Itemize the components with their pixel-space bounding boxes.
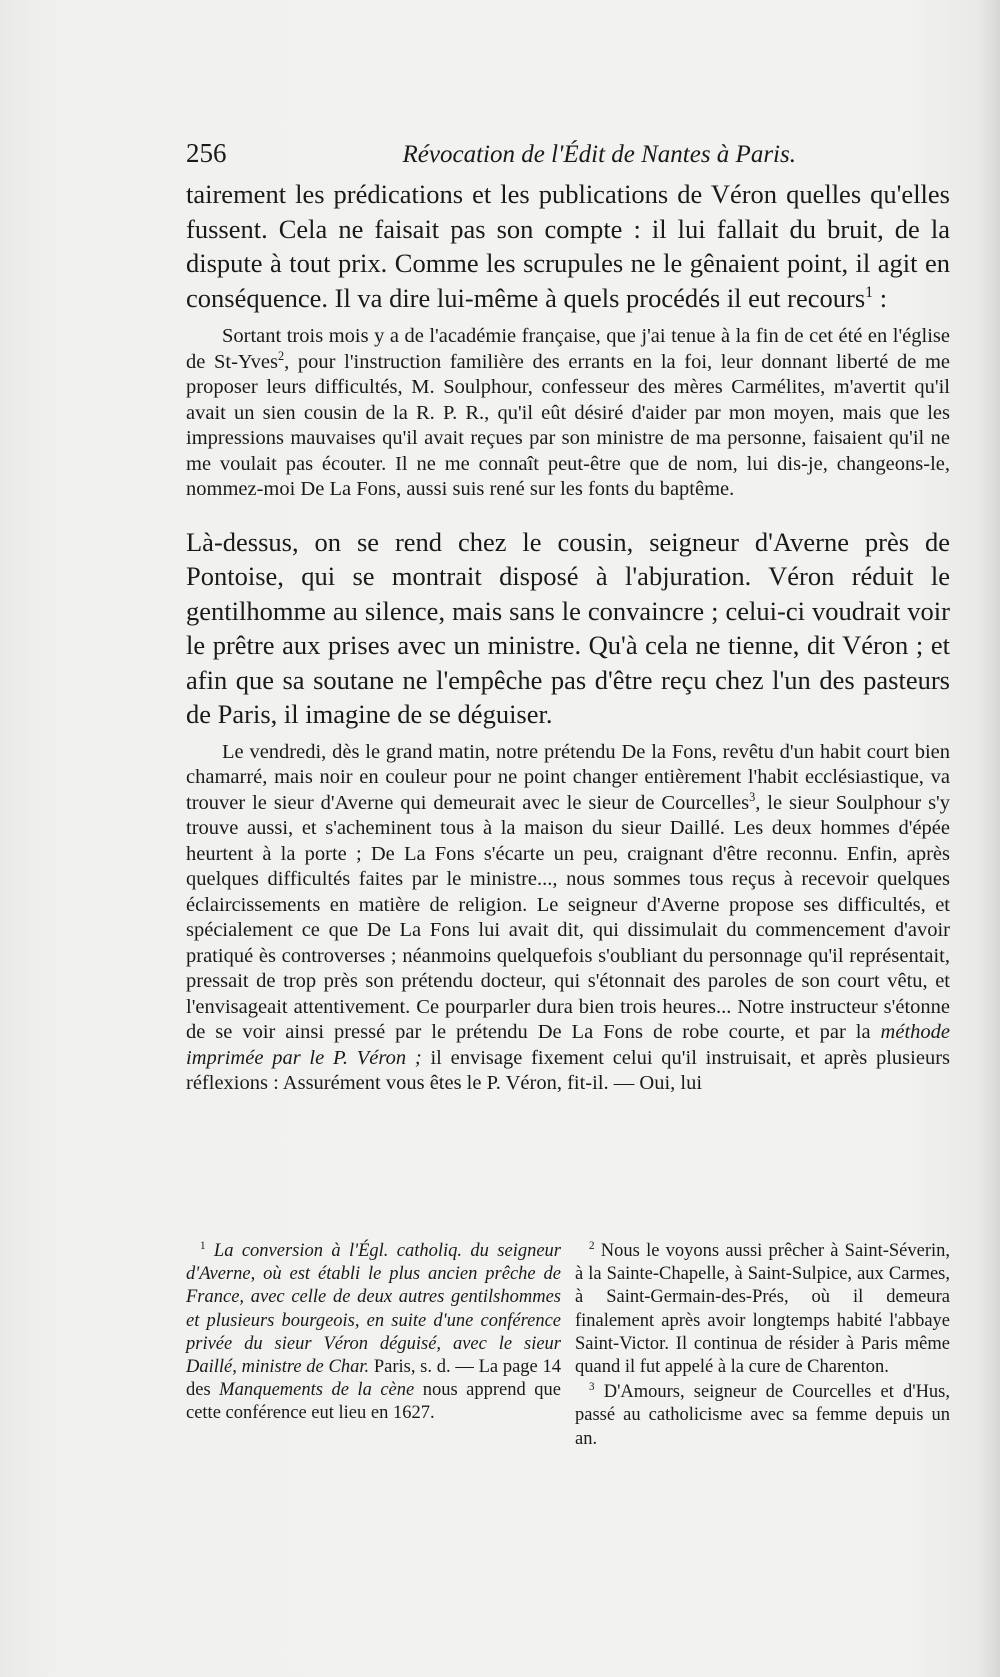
footnote-3-text: D'Amours, seigneur de Courcelles et d'Hus, passé au catholicisme avec sa femme depuis un an.	[575, 1382, 951, 1449]
quotation-2-text-b: , le sieur Soulphour s'y trouve aussi, et s'acheminent tous à la maison du sieur Daillé. Les deux hommes d'épée heurtent à la porte ; De La Fons s'écarte un peu, craignant d'être reconnu. Enfin, après quelques difficultés faites par le ministre..., nous sommes tous reçus à recevoir quelques éclaircissements en matière de religion. Le seigneur d'Averne propose ses difficultés, et spécialement ce que De La Fons lui avait dit, qui dissimulait du commencement d'avoir pratiqué ès controverses ; néanmoins quelquefois s'oubliant du personnage qu'il représentait, pressait de trop près son prétendu docteur, qui s'étonnait des paroles de son court vêtu, et l'envisageait attentivement. Ce pourparler dura bien trois heures... Notre instructeur s'étonne de se voir ainsi pressé par le prétendu De La Fons de robe courte, et par la	[186, 791, 950, 1043]
footnote-1-number: 1	[200, 1239, 206, 1252]
running-head	[186, 138, 950, 169]
footnotes	[186, 1240, 950, 1453]
footnote-1-italic: Manquements de la cène	[219, 1380, 415, 1401]
page-number: 256	[186, 138, 227, 168]
footnote-2	[575, 1240, 950, 1379]
quotation-1-text-b: , pour l'instruction familière des errants en la foi, leur donnant liberté de me proposer leurs difficultés, M. Soulphour, confesseur des mères Carmélites, m'avertit qu'il avait un sien cousin de la R. P. R., qu'il eût désiré d'aider par mon moyen, mais que les impressions mauvaises qu'il avait reçues par son ministre de ma personne, faisaient qu'il ne me voulait pas écouter. Il ne me connaît peut-être que de nom, lui dis-je, changeons-le, nommez-moi De La Fons, aussi suis rené sur les fonts du baptême.	[186, 350, 950, 500]
footnote-2-text: Nous le voyons aussi prêcher à Saint-Séverin, à la Sainte-Chapelle, à Saint-Sulpice, aux Carmes, à Saint-Germain-des-Prés, où il demeura finalement après avoir longtemps habité l'abbaye Saint-Victor. Il continua de résider à Paris même quand il fut appelé à la cure de Charenton.	[575, 1241, 951, 1378]
paragraph-1	[186, 177, 950, 315]
quotation-2-italic: méthode imprimée par le P. Véron ;	[186, 1021, 950, 1069]
quotation-1-text-a: Sortant trois mois y a de l'académie française, que j'ai tenue à la fin de cet été en l'église de St-Yves	[186, 325, 950, 373]
running-title: Révocation de l'Édit de Nantes à Paris.	[402, 141, 796, 168]
footnote-3-number: 3	[589, 1381, 595, 1394]
footnote-1-text-b: nous apprend que cette conférence eut lieu en 1627.	[186, 1380, 561, 1424]
note-ref-1: 1	[865, 283, 874, 301]
paragraph-2: Là-dessus, on se rend chez le cousin, seigneur d'Averne près de Pontoise, qui se montrait disposé à l'abjuration. Véron réduit le gentilhomme au silence, mais sans le convaincre ; celui-ci voudrait voir le prêtre aux prises avec un ministre. Qu'à cela ne tienne, dit Véron ; et afin que sa soutane ne l'empêche pas d'être reçu chez l'un des pasteurs de Paris, il imagine de se déguiser.	[186, 526, 950, 729]
paragraph-1-text: tairement les prédications et les publications de Véron quelles qu'elles fussent. Cela ne faisait pas son compte : il lui fallait du bruit, de la dispute à tout prix. Comme les scrupules ne le gênaient point, il agit en conséquence. Il va dire lui-même à quels procédés il eut recours	[186, 179, 950, 313]
quotation-2-text-c: il envisage fixement celui qu'il instruisait, et après plusieurs réflexions : Assurément vous êtes le P. Véron, fit-il. — Oui, lui	[186, 1046, 950, 1094]
footnote-1-title: La conversion à l'Égl. catholiq. du seigneur d'Averne, où est établi le plus ancien prêche de France, avec celle de deux autres gentilshommes et plusieurs bourgeois, en suite d'une conférence privée du sieur Véron déguisé, avec le sieur Daillé, ministre de Char.	[186, 1241, 561, 1378]
scan-shadow-edge	[978, 0, 1000, 1677]
quotation-1	[186, 324, 950, 503]
note-ref-3: 3	[749, 789, 756, 804]
footnote-column-left	[186, 1240, 561, 1453]
footnote-1-text-a: Paris, s. d. — La page 14 des	[186, 1357, 561, 1401]
footnote-1	[186, 1240, 561, 1426]
quotation-2	[186, 740, 950, 1097]
quotation-2-text-a: Le vendredi, dès le grand matin, notre prétendu De la Fons, revêtu d'un habit court bien chamarré, mais noir en couleur pour ne point changer entièrement l'habit ecclésiastique, va trouver le sieur d'Averne qui demeurait avec le sieur de Courcelles	[186, 740, 950, 814]
footnote-2-number: 2	[589, 1239, 595, 1252]
paragraph-1-tail: :	[873, 282, 888, 313]
footnote-3	[575, 1381, 950, 1451]
footnote-column-right	[575, 1240, 950, 1453]
main-text-block	[186, 138, 950, 1097]
note-ref-2: 2	[278, 348, 285, 363]
